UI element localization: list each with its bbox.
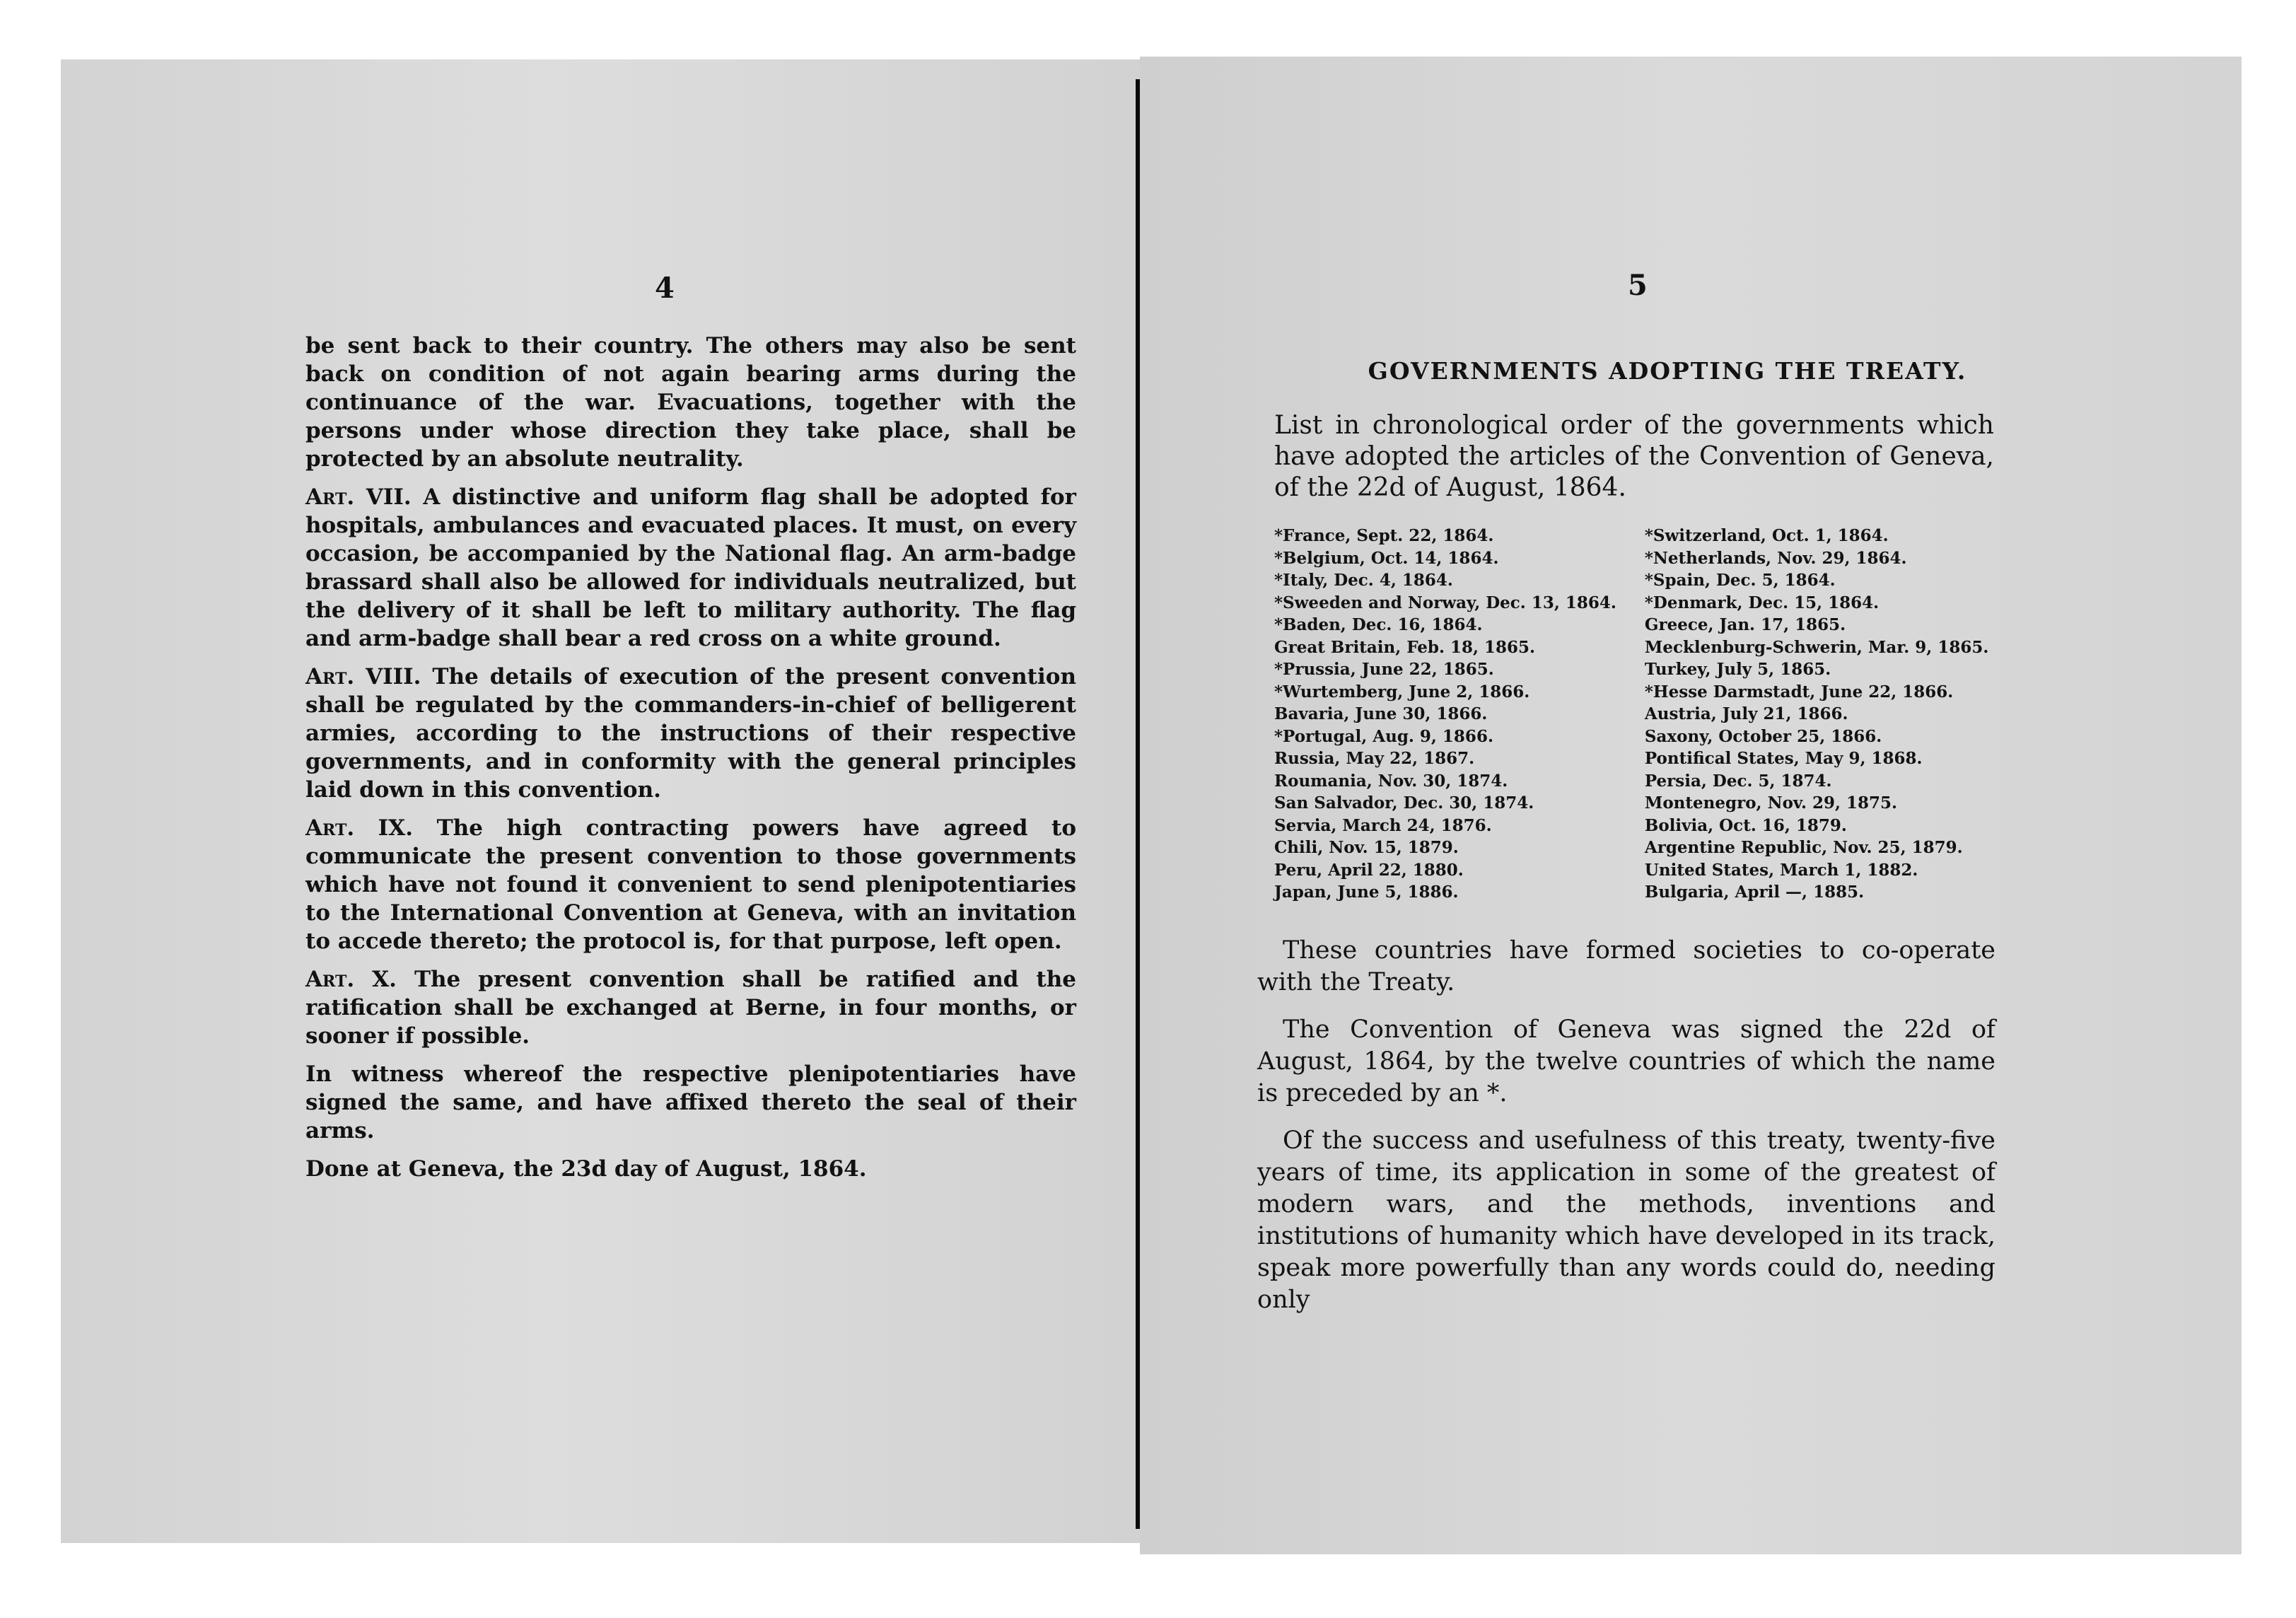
country-entry: Greece, Jan. 17, 1865. bbox=[1644, 615, 1846, 634]
country-entry: Japan, June 5, 1886. bbox=[1274, 883, 1459, 902]
country-entry: *Belgium, Oct. 14, 1864. bbox=[1274, 548, 1499, 568]
country-entry: Chili, Nov. 15, 1879. bbox=[1274, 838, 1459, 857]
page-number-right: 5 bbox=[1628, 269, 1648, 302]
country-entry: Mecklenburg-Schwerin, Mar. 9, 1865. bbox=[1644, 637, 1989, 657]
country-entry: Roumania, Nov. 30, 1874. bbox=[1274, 771, 1508, 791]
country-entry: Bolivia, Oct. 16, 1879. bbox=[1644, 815, 1847, 835]
country-column-left bbox=[1274, 525, 1616, 904]
country-entry: *Switzerland, Oct. 1, 1864. bbox=[1644, 526, 1889, 545]
country-entry: Pontifical States, May 9, 1868. bbox=[1644, 749, 1923, 768]
country-entry: *Sweeden and Norway, Dec. 13, 1864. bbox=[1274, 593, 1616, 612]
country-entry: San Salvador, Dec. 30, 1874. bbox=[1274, 793, 1534, 813]
paragraph-witness: In witness whereof the respective plenipotentiaries have signed the same, and have affixed thereto the seal of their arms. bbox=[305, 1061, 1076, 1143]
country-entry: *Baden, Dec. 16, 1864. bbox=[1274, 615, 1483, 634]
article-label: Art. IX. bbox=[305, 815, 414, 841]
country-entry: Turkey, July 5, 1865. bbox=[1644, 660, 1831, 679]
right-page bbox=[1140, 57, 2242, 1554]
country-entry: *Wurtemberg, June 2, 1866. bbox=[1274, 682, 1530, 702]
country-entry: Peru, April 22, 1880. bbox=[1274, 860, 1464, 880]
paragraph-success: Of the success and usefulness of this treaty, twenty-five years of time, its application in some of the greatest of modern wars, and the methods, inventions and institutions of humanity which have developed in its track, speak more powerfully than any words could do, needing only bbox=[1257, 1127, 1995, 1314]
country-entry: Saxony, October 25, 1866. bbox=[1644, 726, 1882, 746]
country-entry: *Italy, Dec. 4, 1864. bbox=[1274, 571, 1453, 590]
paragraph-societies: These countries have formed societies to co-operate with the Treaty. bbox=[1257, 936, 1995, 996]
paragraph-art-ix: Art. IX. The high contracting powers have agreed to communicate the present convention to those governments which have not found it convenient to send plenipotentiaries to the International Convention at Geneva, with an invitation to accede thereto; the protocol is, for that purpose, left open. bbox=[305, 815, 1076, 954]
page-number-left: 4 bbox=[655, 272, 675, 305]
country-column-right bbox=[1645, 525, 1988, 904]
country-entry: Russia, May 22, 1867. bbox=[1274, 749, 1475, 768]
country-entry: Bavaria, June 30, 1866. bbox=[1274, 704, 1488, 723]
country-entry: *France, Sept. 22, 1864. bbox=[1274, 526, 1494, 545]
intro-paragraph: List in chronological order of the governments which have adopted the articles of the Convention of Geneva, of the 22d of August, 1864. bbox=[1274, 411, 1994, 502]
country-entry: *Denmark, Dec. 15, 1864. bbox=[1644, 593, 1880, 612]
country-entry: Great Britain, Feb. 18, 1865. bbox=[1274, 637, 1536, 657]
paragraph-done-at-geneva: Done at Geneva, the 23d day of August, 1864. bbox=[305, 1156, 867, 1182]
article-label: Art. VII. bbox=[305, 484, 412, 510]
left-page-text bbox=[305, 332, 1076, 1193]
country-entry: Servia, March 24, 1876. bbox=[1274, 815, 1492, 835]
section-heading: GOVERNMENTS ADOPTING THE TREATY. bbox=[1368, 357, 1967, 385]
paragraph-art-x: Art. X. The present convention shall be ratified and the ratification shall be exchanged at Berne, in four months, or sooner if possible. bbox=[305, 967, 1077, 1049]
paragraph-continuation: be sent back to their country. The others may also be sent back on condition of not again bearing arms during the continuance of the war. Evacuations, together with the persons under whose direction they take place, shall be protected by an absolute neutrality. bbox=[305, 333, 1076, 472]
country-entry: Bulgaria, April —, 1885. bbox=[1644, 883, 1865, 902]
country-list bbox=[1274, 525, 1988, 904]
country-entry: *Netherlands, Nov. 29, 1864. bbox=[1644, 548, 1907, 568]
country-entry: Persia, Dec. 5, 1874. bbox=[1644, 771, 1832, 791]
country-entry: Austria, July 21, 1866. bbox=[1644, 704, 1848, 723]
country-entry: Argentine Republic, Nov. 25, 1879. bbox=[1644, 838, 1963, 857]
country-entry: *Portugal, Aug. 9, 1866. bbox=[1274, 726, 1493, 746]
country-entry: *Prussia, June 22, 1865. bbox=[1274, 660, 1494, 679]
paragraph-signed: The Convention of Geneva was signed the 22d of August, 1864, by the twelve countries of which the name is preceded by an *. bbox=[1257, 1015, 1995, 1107]
country-entry: United States, March 1, 1882. bbox=[1644, 860, 1918, 880]
left-page bbox=[61, 59, 1140, 1543]
country-entry: *Hesse Darmstadt, June 22, 1866. bbox=[1644, 682, 1954, 702]
article-label: Art. X. bbox=[305, 967, 397, 992]
right-page-text bbox=[1257, 935, 1995, 1332]
paragraph-art-viii: Art. VIII. The details of execution of the present convention shall be regulated by the commanders-in-chief of belligerent armies, according to the instructions of their respective governments, and in conformity with the general principles laid down in this convention. bbox=[305, 664, 1076, 803]
paragraph-art-vii: Art. VII. A distinctive and uniform flag shall be adopted for hospitals, ambulances and evacuated places. It must, on every occasion, be accompanied by the National flag. An arm-badge brassard shall also be allowed for individuals neutralized, but the delivery of it shall be left to military authority. The flag and arm-badge shall bear a red cross on a white ground. bbox=[305, 484, 1076, 651]
country-entry: Montenegro, Nov. 29, 1875. bbox=[1644, 793, 1898, 813]
article-label: Art. VIII. bbox=[305, 664, 421, 689]
country-entry: *Spain, Dec. 5, 1864. bbox=[1644, 571, 1836, 590]
